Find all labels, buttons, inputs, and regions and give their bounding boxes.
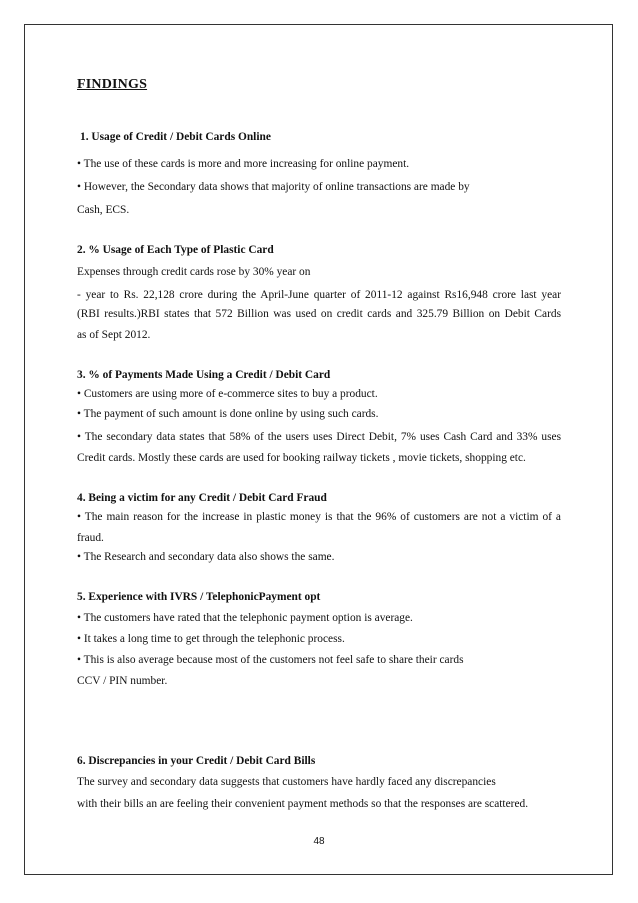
section-3-line-2: • The payment of such amount is done online by using such cards.: [77, 408, 379, 420]
section-3-heading: 3. % of Payments Made Using a Credit / Debit Card: [77, 369, 331, 381]
page-border: [24, 24, 613, 875]
section-2-heading: 2. % Usage of Each Type of Plastic Card: [77, 244, 274, 256]
section-1-line-1: • The use of these cards is more and more increasing for online payment.: [77, 158, 410, 170]
section-6-line-2: with their bills an are feeling their convenient payment methods so that the responses are scattered.: [77, 798, 529, 810]
section-1-line-2: • However, the Secondary data shows that majority of online transactions are made by: [77, 181, 470, 193]
section-2-line-2: - year to Rs. 22,128 crore during the April-June quarter of 2011-12 against Rs16,948 crore last year: [77, 289, 561, 301]
section-6-heading: 6. Discrepancies in your Credit / Debit Card Bills: [77, 755, 316, 767]
section-6-line-1: The survey and secondary data suggests that customers have hardly faced any discrepancies: [77, 776, 496, 788]
page-number: 48: [313, 836, 325, 847]
section-2-line-1: Expenses through credit cards rose by 30% year on: [77, 266, 311, 278]
section-5-line-2: • It takes a long time to get through the telephonic process.: [77, 633, 345, 645]
section-2-line-4: as of Sept 2012.: [77, 329, 151, 341]
section-5-line-3: • This is also average because most of the customers not feel safe to share their cards: [77, 654, 464, 666]
section-5-line-1: • The customers have rated that the telephonic payment option is average.: [77, 612, 413, 624]
section-4-line-3: • The Research and secondary data also shows the same.: [77, 551, 335, 563]
section-3-line-3: • The secondary data states that 58% of the users uses Direct Debit, 7% uses Cash Card and 33% uses: [77, 431, 561, 443]
page-title: FINDINGS: [77, 77, 148, 92]
section-4-heading: 4. Being a victim for any Credit / Debit Card Fraud: [77, 492, 327, 504]
section-1-heading: 1. Usage of Credit / Debit Cards Online: [80, 131, 271, 143]
section-1-line-3: Cash, ECS.: [77, 204, 130, 216]
section-5-heading: 5. Experience with IVRS / TelephonicPayment opt: [77, 591, 321, 603]
section-4-line-1: • The main reason for the increase in plastic money is that the 96% of customers are not a victim of a: [77, 511, 561, 523]
section-3-line-1: • Customers are using more of e-commerce sites to buy a product.: [77, 388, 378, 400]
section-2-line-3: (RBI results.)RBI states that 572 Billion was used on credit cards and 325.79 Billion on Debit Cards: [77, 308, 561, 320]
section-4-line-2: fraud.: [77, 532, 104, 544]
section-5-line-4: CCV / PIN number.: [77, 675, 168, 687]
section-3-line-4: Credit cards. Mostly these cards are used for booking railway tickets , movie tickets, shopping etc.: [77, 452, 526, 464]
